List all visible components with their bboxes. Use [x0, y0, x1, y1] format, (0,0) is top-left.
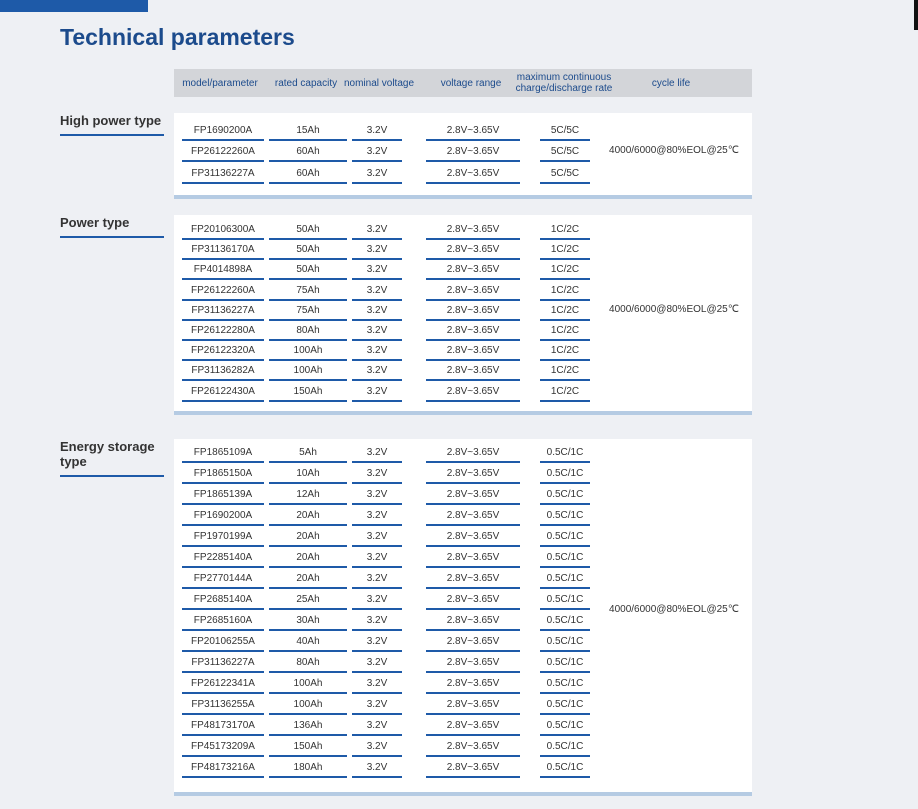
cell-capacity: 20Ah	[269, 529, 347, 547]
cell-range: 2.8V~3.65V	[426, 718, 520, 736]
cell-rate: 1C/2C	[540, 384, 590, 402]
cell-voltage: 3.2V	[352, 592, 402, 610]
table-row	[174, 123, 604, 143]
cell-range: 2.8V~3.65V	[426, 283, 520, 301]
cell-voltage: 3.2V	[352, 655, 402, 673]
header-rate: maximum continuous charge/discharge rate	[515, 72, 613, 94]
table-row	[174, 571, 604, 591]
cell-voltage: 3.2V	[352, 634, 402, 652]
cell-model: FP4014898A	[182, 262, 264, 280]
cell-voltage: 3.2V	[352, 571, 402, 589]
table-row	[174, 283, 604, 303]
cell-voltage: 3.2V	[352, 529, 402, 547]
section-label: High power type	[60, 113, 164, 136]
cell-model: FP2770144A	[182, 571, 264, 589]
cell-model: FP31136255A	[182, 697, 264, 715]
cell-range: 2.8V~3.65V	[426, 445, 520, 463]
cell-model: FP45173209A	[182, 739, 264, 757]
table-header	[174, 69, 752, 97]
table-row	[174, 144, 604, 164]
cell-voltage: 3.2V	[352, 466, 402, 484]
cell-model: FP26122320A	[182, 343, 264, 361]
cell-capacity: 150Ah	[269, 384, 347, 402]
cell-rate: 0.5C/1C	[540, 760, 590, 778]
cell-rate: 5C/5C	[540, 123, 590, 141]
table-row	[174, 262, 604, 282]
cell-voltage: 3.2V	[352, 303, 402, 321]
cell-capacity: 75Ah	[269, 283, 347, 301]
table-row	[174, 343, 604, 363]
cell-rate: 0.5C/1C	[540, 739, 590, 757]
header-model: model/parameter	[182, 77, 258, 89]
cell-capacity: 80Ah	[269, 323, 347, 341]
cell-voltage: 3.2V	[352, 283, 402, 301]
table-row	[174, 739, 604, 759]
cell-voltage: 3.2V	[352, 166, 402, 184]
table-row	[174, 760, 604, 780]
cell-rate: 0.5C/1C	[540, 550, 590, 568]
cell-rate: 1C/2C	[540, 343, 590, 361]
cell-capacity: 50Ah	[269, 242, 347, 260]
cell-model: FP48173216A	[182, 760, 264, 778]
cell-voltage: 3.2V	[352, 123, 402, 141]
cell-rate: 0.5C/1C	[540, 655, 590, 673]
header-capacity: rated capacity	[274, 77, 338, 89]
cell-model: FP26122430A	[182, 384, 264, 402]
table-row	[174, 592, 604, 612]
cell-range: 2.8V~3.65V	[426, 222, 520, 240]
table-row	[174, 242, 604, 262]
cell-capacity: 136Ah	[269, 718, 347, 736]
cell-range: 2.8V~3.65V	[426, 144, 520, 162]
cell-model: FP2285140A	[182, 550, 264, 568]
section-label: Power type	[60, 215, 164, 238]
table-row	[174, 445, 604, 465]
cell-voltage: 3.2V	[352, 550, 402, 568]
cell-capacity: 50Ah	[269, 262, 347, 280]
table-row	[174, 363, 604, 383]
cell-voltage: 3.2V	[352, 697, 402, 715]
cell-voltage: 3.2V	[352, 487, 402, 505]
cell-rate: 1C/2C	[540, 363, 590, 381]
cell-voltage: 3.2V	[352, 363, 402, 381]
cell-capacity: 5Ah	[269, 445, 347, 463]
cell-model: FP26122260A	[182, 283, 264, 301]
cell-capacity: 180Ah	[269, 760, 347, 778]
cell-rate: 0.5C/1C	[540, 718, 590, 736]
cell-capacity: 60Ah	[269, 166, 347, 184]
cell-rate: 1C/2C	[540, 242, 590, 260]
table-row	[174, 676, 604, 696]
cell-model: FP1690200A	[182, 508, 264, 526]
cell-range: 2.8V~3.65V	[426, 592, 520, 610]
section-label: Energy storage type	[60, 439, 164, 477]
cell-capacity: 60Ah	[269, 144, 347, 162]
cell-range: 2.8V~3.65V	[426, 123, 520, 141]
cell-rate: 0.5C/1C	[540, 529, 590, 547]
cell-rate: 1C/2C	[540, 323, 590, 341]
cell-range: 2.8V~3.65V	[426, 166, 520, 184]
cell-model: FP20106300A	[182, 222, 264, 240]
cell-range: 2.8V~3.65V	[426, 571, 520, 589]
cell-voltage: 3.2V	[352, 445, 402, 463]
cell-capacity: 40Ah	[269, 634, 347, 652]
table-row	[174, 634, 604, 654]
cell-voltage: 3.2V	[352, 760, 402, 778]
cell-model: FP1865109A	[182, 445, 264, 463]
cell-range: 2.8V~3.65V	[426, 262, 520, 280]
cell-rate: 0.5C/1C	[540, 571, 590, 589]
cell-capacity: 50Ah	[269, 222, 347, 240]
edge-mark	[914, 0, 918, 30]
cell-capacity: 150Ah	[269, 739, 347, 757]
cell-capacity: 80Ah	[269, 655, 347, 673]
cell-range: 2.8V~3.65V	[426, 739, 520, 757]
cell-range: 2.8V~3.65V	[426, 323, 520, 341]
cell-voltage: 3.2V	[352, 222, 402, 240]
cell-voltage: 3.2V	[352, 144, 402, 162]
cell-rate: 0.5C/1C	[540, 445, 590, 463]
header-cycle-life: cycle life	[651, 77, 691, 89]
cell-model: FP1690200A	[182, 123, 264, 141]
cell-range: 2.8V~3.65V	[426, 487, 520, 505]
table-row	[174, 166, 604, 186]
cell-voltage: 3.2V	[352, 676, 402, 694]
cell-capacity: 30Ah	[269, 613, 347, 631]
cell-model: FP31136282A	[182, 363, 264, 381]
table-row	[174, 303, 604, 323]
cell-capacity: 100Ah	[269, 343, 347, 361]
cell-range: 2.8V~3.65V	[426, 676, 520, 694]
cell-range: 2.8V~3.65V	[426, 550, 520, 568]
header-voltage: nominal voltage	[343, 77, 415, 89]
cell-rate: 0.5C/1C	[540, 508, 590, 526]
cell-range: 2.8V~3.65V	[426, 697, 520, 715]
cycle-life-value: 4000/6000@80%EOL@25℃	[609, 145, 739, 157]
cell-capacity: 20Ah	[269, 508, 347, 526]
cell-model: FP48173170A	[182, 718, 264, 736]
cell-rate: 0.5C/1C	[540, 487, 590, 505]
cell-model: FP31136170A	[182, 242, 264, 260]
cell-range: 2.8V~3.65V	[426, 529, 520, 547]
cell-rate: 1C/2C	[540, 303, 590, 321]
table-row	[174, 323, 604, 343]
cell-model: FP2685160A	[182, 613, 264, 631]
cell-capacity: 15Ah	[269, 123, 347, 141]
cell-voltage: 3.2V	[352, 384, 402, 402]
cell-rate: 1C/2C	[540, 262, 590, 280]
cell-voltage: 3.2V	[352, 323, 402, 341]
cell-capacity: 20Ah	[269, 550, 347, 568]
cell-model: FP26122280A	[182, 323, 264, 341]
cell-capacity: 25Ah	[269, 592, 347, 610]
cell-model: FP31136227A	[182, 166, 264, 184]
cell-model: FP2685140A	[182, 592, 264, 610]
cell-capacity: 100Ah	[269, 363, 347, 381]
cell-model: FP26122260A	[182, 144, 264, 162]
cell-range: 2.8V~3.65V	[426, 655, 520, 673]
table-row	[174, 222, 604, 242]
cell-range: 2.8V~3.65V	[426, 508, 520, 526]
cell-capacity: 100Ah	[269, 697, 347, 715]
cell-rate: 5C/5C	[540, 144, 590, 162]
cell-range: 2.8V~3.65V	[426, 760, 520, 778]
cell-range: 2.8V~3.65V	[426, 343, 520, 361]
cell-model: FP1865139A	[182, 487, 264, 505]
top-accent-bar	[0, 0, 148, 12]
cell-model: FP26122341A	[182, 676, 264, 694]
section-panel	[174, 113, 752, 199]
cell-rate: 0.5C/1C	[540, 613, 590, 631]
cell-voltage: 3.2V	[352, 718, 402, 736]
header-range: voltage range	[440, 77, 502, 89]
cell-voltage: 3.2V	[352, 613, 402, 631]
cell-rate: 1C/2C	[540, 222, 590, 240]
table-row	[174, 384, 604, 404]
cell-voltage: 3.2V	[352, 242, 402, 260]
cell-range: 2.8V~3.65V	[426, 303, 520, 321]
table-row	[174, 718, 604, 738]
cell-voltage: 3.2V	[352, 343, 402, 361]
page-title: Technical parameters	[60, 24, 295, 50]
cell-rate: 0.5C/1C	[540, 676, 590, 694]
cell-rate: 0.5C/1C	[540, 634, 590, 652]
cell-model: FP1865150A	[182, 466, 264, 484]
cell-range: 2.8V~3.65V	[426, 363, 520, 381]
table-row	[174, 466, 604, 486]
cell-voltage: 3.2V	[352, 739, 402, 757]
cycle-life-value: 4000/6000@80%EOL@25℃	[609, 603, 739, 615]
cell-rate: 0.5C/1C	[540, 697, 590, 715]
cell-capacity: 10Ah	[269, 466, 347, 484]
cell-voltage: 3.2V	[352, 508, 402, 526]
cell-rate: 0.5C/1C	[540, 466, 590, 484]
cell-rate: 1C/2C	[540, 283, 590, 301]
cell-model: FP20106255A	[182, 634, 264, 652]
cell-rate: 0.5C/1C	[540, 592, 590, 610]
table-row	[174, 697, 604, 717]
cell-model: FP31136227A	[182, 655, 264, 673]
table-row	[174, 529, 604, 549]
table-row	[174, 508, 604, 528]
cell-capacity: 12Ah	[269, 487, 347, 505]
cell-model: FP1970199A	[182, 529, 264, 547]
cell-model: FP31136227A	[182, 303, 264, 321]
section-panel	[174, 215, 752, 415]
cell-capacity: 75Ah	[269, 303, 347, 321]
cell-range: 2.8V~3.65V	[426, 384, 520, 402]
table-row	[174, 550, 604, 570]
table-row	[174, 613, 604, 633]
cycle-life-value: 4000/6000@80%EOL@25℃	[609, 303, 739, 315]
section-panel	[174, 439, 752, 796]
cell-capacity: 20Ah	[269, 571, 347, 589]
table-row	[174, 655, 604, 675]
cell-rate: 5C/5C	[540, 166, 590, 184]
cell-range: 2.8V~3.65V	[426, 242, 520, 260]
table-row	[174, 487, 604, 507]
cell-range: 2.8V~3.65V	[426, 613, 520, 631]
cell-range: 2.8V~3.65V	[426, 634, 520, 652]
cell-voltage: 3.2V	[352, 262, 402, 280]
cell-capacity: 100Ah	[269, 676, 347, 694]
cell-range: 2.8V~3.65V	[426, 466, 520, 484]
